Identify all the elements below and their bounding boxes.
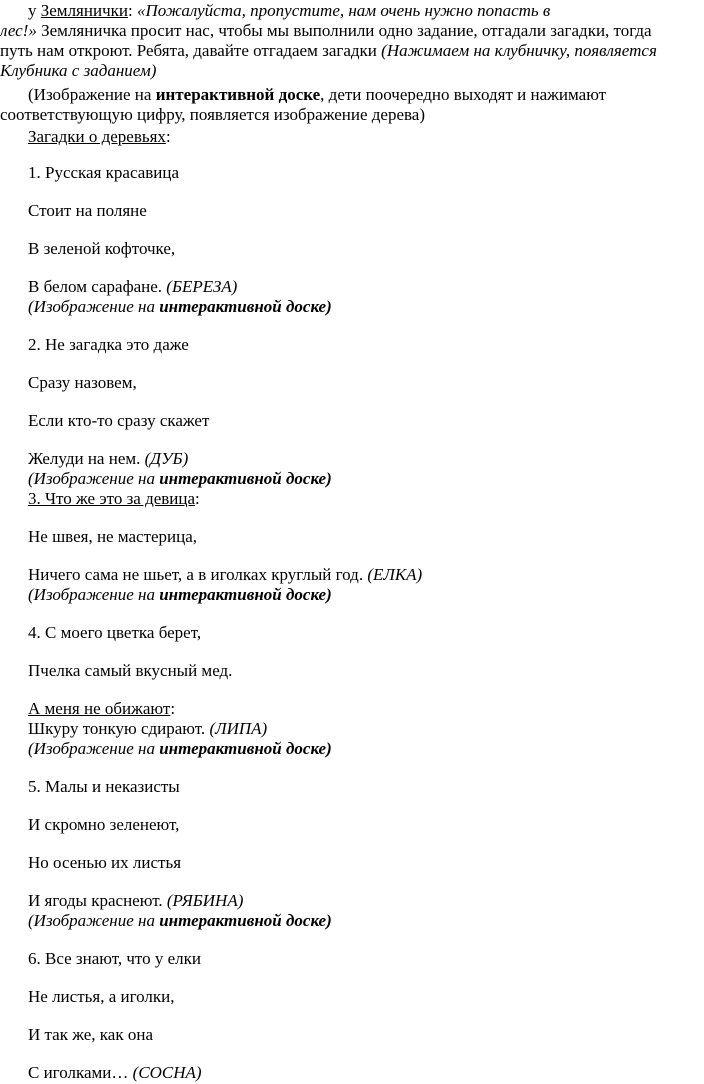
- riddle-6-line-1: 6. Все знают, что у елки: [28, 949, 202, 968]
- riddle-1-line-3: В зеленой кофточке,: [28, 239, 176, 258]
- riddle-1-answer: (БЕРЕЗА): [166, 277, 238, 296]
- riddle-2-answer: (ДУБ): [144, 449, 189, 468]
- intro-line-5: (Изображение на интерактивной доске, дети поочередно выходят и нажимают: [28, 85, 607, 104]
- intro-line-4: Клубника с заданием): [0, 61, 157, 80]
- riddle-3-line-2: Ничего сама не шьет, а в иголках круглый год. (ЕЛКА): [28, 565, 423, 584]
- riddle-1-line-1: 1. Русская красавица: [28, 163, 180, 182]
- riddle-6-line-4: С иголками… (СОСНА): [28, 1063, 202, 1082]
- riddle-5-line-1: 5. Малы и неказисты: [28, 777, 180, 796]
- riddle-3-line-1: Не швея, не мастерица,: [28, 527, 198, 546]
- section-heading: Загадки о деревьях:: [28, 127, 171, 146]
- riddle-6-line-2: Не листья, а иголки,: [28, 987, 175, 1006]
- riddle-5-line-4: И ягоды краснеют. (РЯБИНА): [28, 891, 244, 910]
- intro-line-6: соответствующую цифру, появляется изображение дерева): [0, 105, 426, 124]
- intro-line-1: у Землянички: «Пожалуйста, пропустите, нам очень нужно попасть в: [28, 1, 551, 20]
- intro-quote: «Пожалуйста, пропустите, нам очень нужно попасть в: [136, 1, 551, 20]
- riddle-6-line-3: И так же, как она: [28, 1025, 153, 1044]
- riddle-5-answer: (РЯБИНА): [166, 891, 244, 910]
- riddle-4-answer: (ЛИПА): [209, 719, 268, 738]
- riddle-2-line-2: Сразу назовем,: [28, 373, 137, 392]
- riddle-2-line-3: Если кто-то сразу скажет: [28, 411, 210, 430]
- riddle-4-line-4: Шкуру тонкую сдирают. (ЛИПА): [28, 719, 268, 738]
- riddle-2-line-4: Желуди на нем. (ДУБ): [28, 449, 189, 468]
- riddle-1-line-2: Стоит на поляне: [28, 201, 147, 220]
- intro-line-3: путь нам откроют. Ребята, давайте отгадаем загадки (Нажимаем на клубничку, появляется: [0, 41, 657, 60]
- riddle-1-note: (Изображение на интерактивной доске): [28, 297, 332, 316]
- riddle-5-line-2: И скромно зеленеют,: [28, 815, 180, 834]
- zemlyanichka-name: Землянички: [40, 1, 128, 20]
- intro-instruction: (Нажимаем на клубничку, появляется: [381, 41, 657, 60]
- riddle-1-line-4: В белом сарафане. (БЕРЕЗА): [28, 277, 238, 296]
- riddle-4-line-2: Пчелка самый вкусный мед.: [28, 661, 233, 680]
- riddle-4-note: (Изображение на интерактивной доске): [28, 739, 332, 758]
- riddle-3-heading: 3. Что же это за девица:: [28, 489, 200, 508]
- riddle-2-note: (Изображение на интерактивной доске): [28, 469, 332, 488]
- riddle-3-note: (Изображение на интерактивной доске): [28, 585, 332, 604]
- riddle-5-note: (Изображение на интерактивной доске): [28, 911, 332, 930]
- riddle-4-line-3: А меня не обижают:: [28, 699, 176, 718]
- riddle-2-line-1: 2. Не загадка это даже: [28, 335, 189, 354]
- intro-line-2: лес!» Земляничка просит нас, чтобы мы выполнили одно задание, отгадали загадки, тогда: [0, 21, 652, 40]
- riddle-6-answer: (СОСНА): [132, 1063, 202, 1082]
- riddle-3-answer: (ЕЛКА): [367, 565, 423, 584]
- riddle-5-line-3: Но осенью их листья: [28, 853, 182, 872]
- riddle-4-line-1: 4. С моего цветка берет,: [28, 623, 202, 642]
